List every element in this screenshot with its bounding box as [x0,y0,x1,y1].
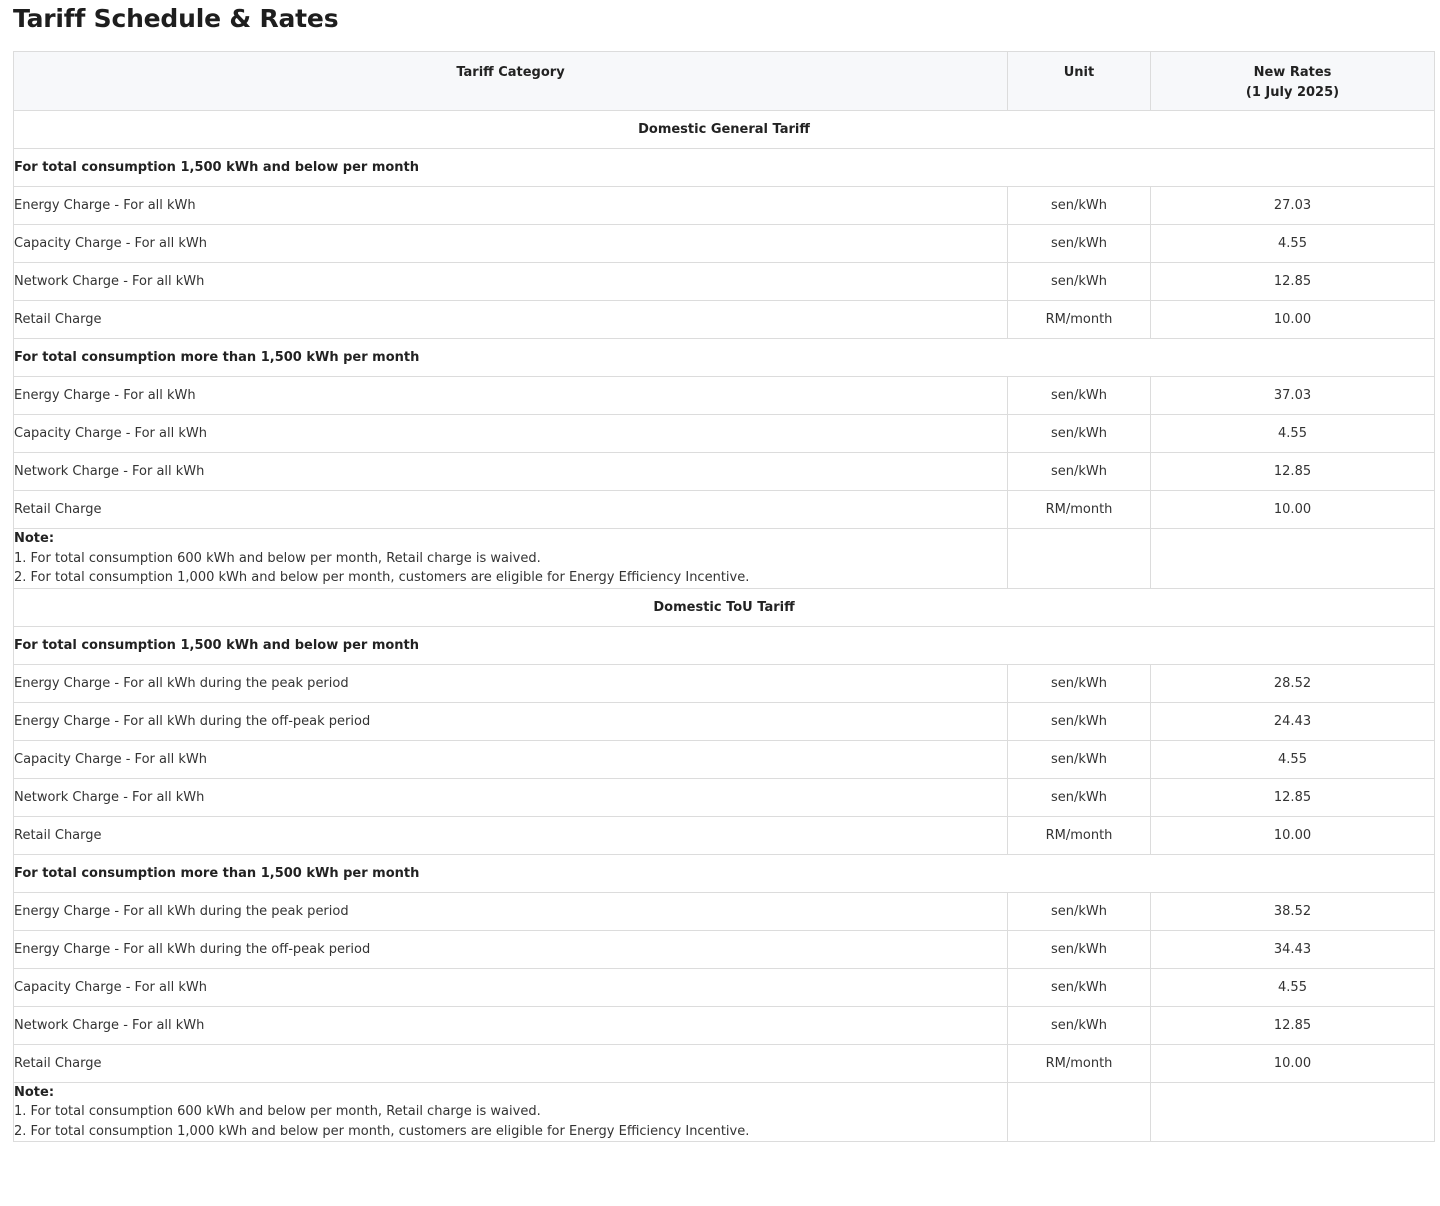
charge-rate: 12.85 [1151,1006,1435,1044]
table-row [14,453,1435,491]
charge-unit: RM/month [1008,816,1151,854]
section-title: Domestic General Tariff [14,111,1435,149]
group-row [14,626,1435,664]
charge-label: Retail Charge [14,1044,1008,1082]
charge-unit: RM/month [1008,301,1151,339]
charge-label: Energy Charge - For all kWh during the off-peak period [14,930,1008,968]
note-row [14,529,1435,589]
table-row [14,740,1435,778]
group-row [14,854,1435,892]
table-row [14,816,1435,854]
group-title: For total consumption more than 1,500 kWh per month [14,854,1435,892]
table-row [14,225,1435,263]
charge-label: Capacity Charge - For all kWh [14,740,1008,778]
charge-label: Retail Charge [14,491,1008,529]
table-row [14,415,1435,453]
charge-unit: sen/kWh [1008,892,1151,930]
charge-rate: 28.52 [1151,664,1435,702]
note-empty-unit [1008,529,1151,589]
table-row [14,968,1435,1006]
note-line: 2. For total consumption 1,000 kWh and below per month, customers are eligible for Energy Efficiency Incentive. [14,1123,750,1139]
charge-rate: 10.00 [1151,301,1435,339]
table-row [14,1006,1435,1044]
note-cell [14,529,1008,589]
charge-label: Energy Charge - For all kWh [14,377,1008,415]
table-row [14,664,1435,702]
table-row [14,930,1435,968]
note-title: Note: [14,531,55,546]
header-new-rates-line2: (1 July 2025) [1245,85,1340,100]
charge-rate: 12.85 [1151,263,1435,301]
charge-label: Capacity Charge - For all kWh [14,415,1008,453]
charge-label: Capacity Charge - For all kWh [14,225,1008,263]
header-tariff-category: Tariff Category [14,52,1008,111]
charge-unit: sen/kWh [1008,263,1151,301]
table-row [14,263,1435,301]
charge-rate: 4.55 [1151,415,1435,453]
charge-unit: RM/month [1008,491,1151,529]
charge-rate: 27.03 [1151,187,1435,225]
tariff-table [13,51,1435,1142]
header-new-rates [1151,52,1435,111]
charge-unit: sen/kWh [1008,415,1151,453]
group-row [14,149,1435,187]
table-header-row [14,52,1435,111]
table-row [14,1044,1435,1082]
charge-rate: 4.55 [1151,740,1435,778]
note-title: Note: [14,1084,55,1100]
note-line: 2. For total consumption 1,000 kWh and below per month, customers are eligible for Energy Efficiency Incentive. [14,570,750,585]
charge-label: Network Charge - For all kWh [14,263,1008,301]
charge-rate: 34.43 [1151,930,1435,968]
charge-unit: sen/kWh [1008,778,1151,816]
section-title: Domestic ToU Tariff [14,588,1435,626]
charge-rate: 12.85 [1151,778,1435,816]
charge-rate: 38.52 [1151,892,1435,930]
charge-unit: sen/kWh [1008,702,1151,740]
group-title: For total consumption more than 1,500 kWh per month [14,339,1435,377]
table-row [14,778,1435,816]
charge-unit: sen/kWh [1008,740,1151,778]
charge-label: Energy Charge - For all kWh during the peak period [14,892,1008,930]
note-empty-rate [1151,1082,1435,1142]
charge-label: Network Charge - For all kWh [14,453,1008,491]
charge-label: Network Charge - For all kWh [14,778,1008,816]
charge-rate: 10.00 [1151,491,1435,529]
charge-unit: RM/month [1008,1044,1151,1082]
table-row [14,301,1435,339]
note-line: 1. For total consumption 600 kWh and below per month, Retail charge is waived. [14,1104,541,1119]
note-empty-rate [1151,529,1435,589]
table-row [14,491,1435,529]
note-row [14,1082,1435,1142]
charge-label: Energy Charge - For all kWh during the peak period [14,664,1008,702]
note-cell [14,1082,1008,1142]
charge-rate: 12.85 [1151,453,1435,491]
charge-label: Retail Charge [14,301,1008,339]
charge-unit: sen/kWh [1008,968,1151,1006]
group-row [14,339,1435,377]
note-line: 1. For total consumption 600 kWh and below per month, Retail charge is waived. [14,550,541,566]
charge-unit: sen/kWh [1008,225,1151,263]
header-new-rates-line1: New Rates [1253,65,1332,80]
charge-rate: 10.00 [1151,1044,1435,1082]
group-title: For total consumption 1,500 kWh and below per month [14,149,1435,187]
charge-unit: sen/kWh [1008,664,1151,702]
charge-label: Energy Charge - For all kWh during the off-peak period [14,702,1008,740]
charge-rate: 37.03 [1151,377,1435,415]
section-row [14,111,1435,149]
charge-unit: sen/kWh [1008,377,1151,415]
table-row [14,187,1435,225]
note-empty-unit [1008,1082,1151,1142]
page-title: Tariff Schedule & Rates [13,4,339,33]
table-row [14,702,1435,740]
charge-rate: 10.00 [1151,816,1435,854]
charge-label: Capacity Charge - For all kWh [14,968,1008,1006]
charge-rate: 24.43 [1151,702,1435,740]
header-unit: Unit [1008,52,1151,111]
charge-label: Retail Charge [14,816,1008,854]
section-row [14,588,1435,626]
charge-unit: sen/kWh [1008,453,1151,491]
charge-label: Network Charge - For all kWh [14,1006,1008,1044]
table-row [14,892,1435,930]
table-row [14,377,1435,415]
group-title: For total consumption 1,500 kWh and below per month [14,626,1435,664]
charge-rate: 4.55 [1151,225,1435,263]
charge-rate: 4.55 [1151,968,1435,1006]
charge-unit: sen/kWh [1008,1006,1151,1044]
charge-label: Energy Charge - For all kWh [14,187,1008,225]
charge-unit: sen/kWh [1008,187,1151,225]
charge-unit: sen/kWh [1008,930,1151,968]
